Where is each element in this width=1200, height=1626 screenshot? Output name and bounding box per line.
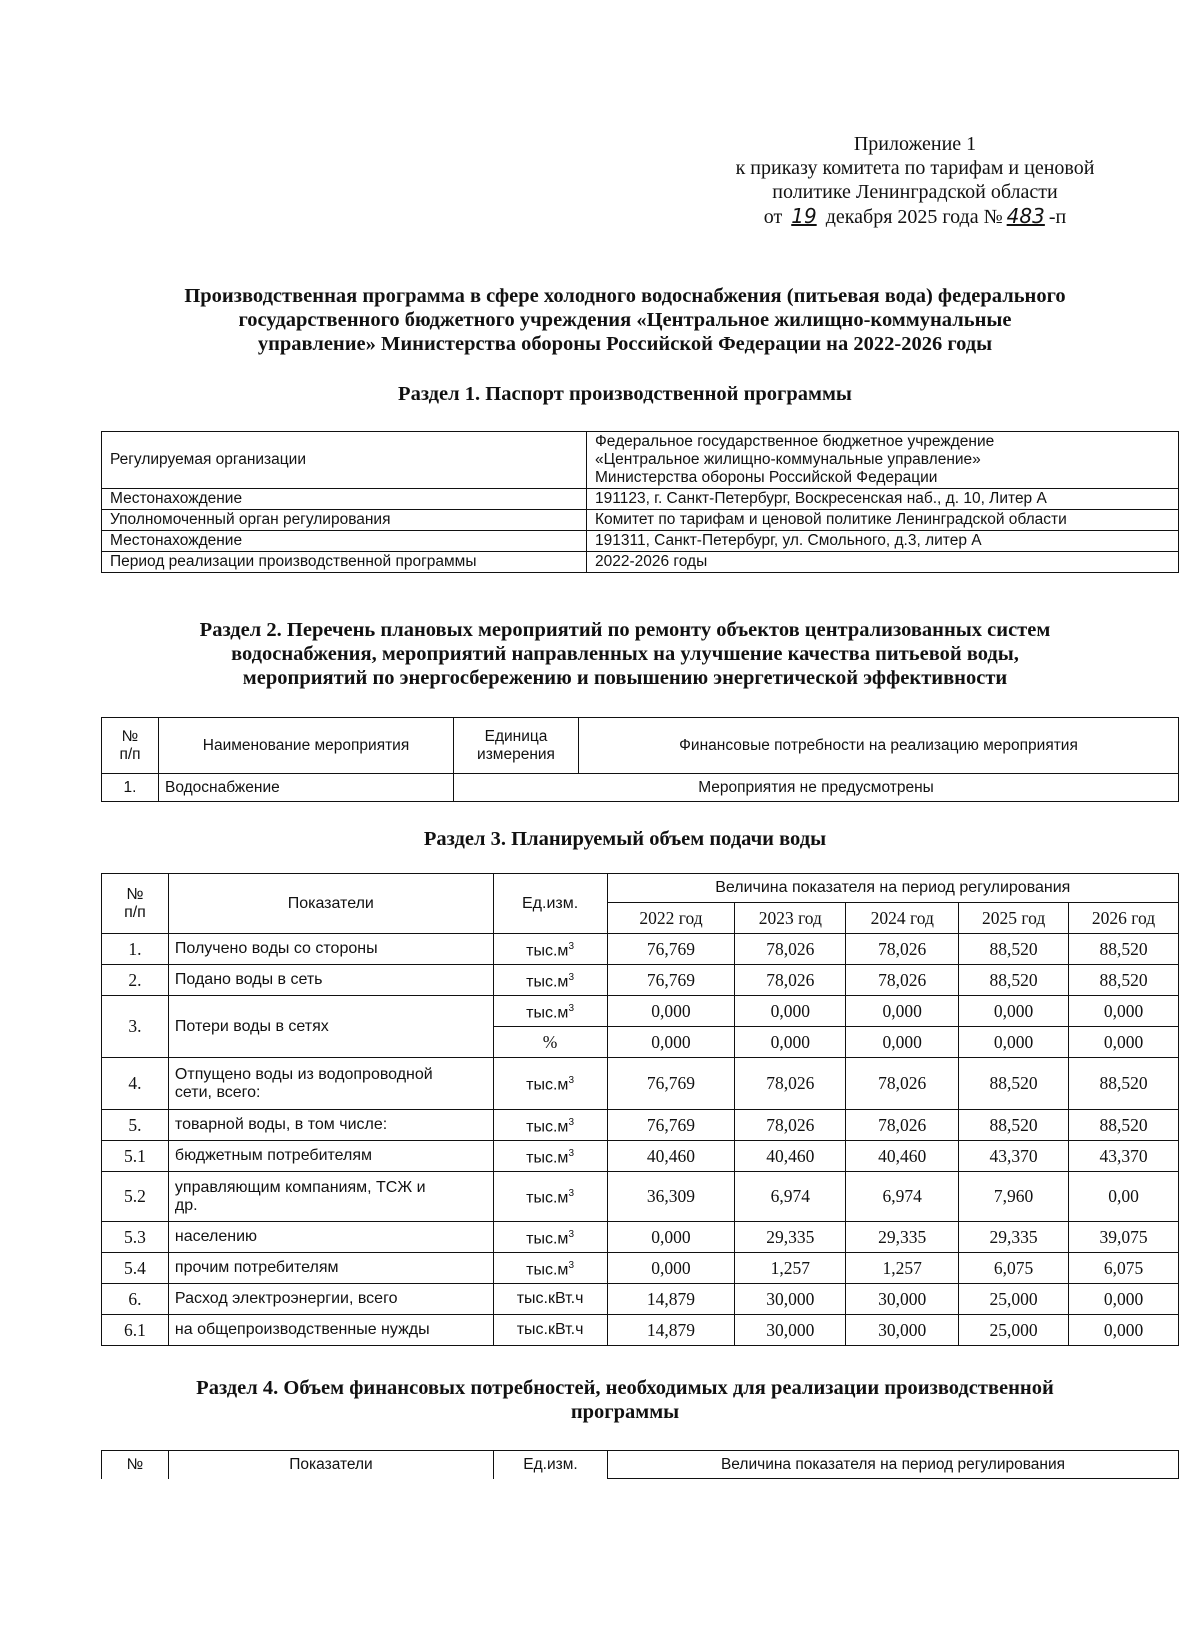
row-value: 78,026 — [846, 1110, 959, 1141]
table-row — [102, 432, 1179, 489]
value-line: Министерства обороны Российской Федерации — [595, 469, 938, 486]
table-row — [102, 934, 1179, 965]
row-value: 76,769 — [607, 1110, 735, 1141]
heading-line: мероприятий по энергосбережению и повышению энергетической эффективности — [242, 667, 1008, 689]
unit-sup: 3 — [568, 1259, 574, 1271]
row-num: 6. — [102, 1284, 169, 1315]
row-value: 6,974 — [846, 1172, 959, 1222]
row-value: 6,075 — [1069, 1253, 1179, 1284]
table-row — [102, 1284, 1179, 1315]
value-line: Федеральное государственное бюджетное учреждение — [595, 433, 995, 450]
row-value: 0,000 — [607, 1222, 735, 1253]
row-value: 6,974 — [735, 1172, 846, 1222]
row-name — [168, 1058, 493, 1110]
row-unit — [493, 1058, 607, 1110]
title-line2: государственного бюджетного учреждения «Центральное жилищно-коммунальные — [238, 309, 1012, 331]
name-line: управляющим компаниям, ТСЖ и — [174, 1178, 426, 1196]
unit-text: тыс.м — [526, 1076, 569, 1094]
name-line: др. — [174, 1196, 198, 1214]
table-row — [102, 510, 1179, 531]
name-line: сети, всего: — [174, 1083, 261, 1101]
row-num: 5.1 — [102, 1141, 169, 1172]
row-unit: тыс.кВт.ч — [493, 1315, 607, 1346]
row-label: Местонахождение — [102, 531, 587, 552]
activities-table — [101, 717, 1179, 802]
header-num — [102, 718, 159, 774]
row-value: 0,000 — [846, 996, 959, 1027]
table-row — [102, 774, 1179, 802]
row-value: 14,879 — [607, 1315, 735, 1346]
row-value: 88,520 — [1069, 1110, 1179, 1141]
unit-sup: 3 — [568, 971, 574, 983]
appendix-block — [680, 132, 1150, 229]
row-value: 0,000 — [735, 1027, 846, 1058]
header-period: Величина показателя на период регулирования — [607, 874, 1178, 903]
row-unit: тыс.кВт.ч — [493, 1284, 607, 1315]
section1-heading: Раздел 1. Паспорт производственной программы — [398, 383, 852, 405]
row-value: 0,000 — [607, 996, 735, 1027]
row-value: 88,520 — [959, 1058, 1069, 1110]
table-row — [102, 1222, 1179, 1253]
row-value: 88,520 — [959, 1110, 1069, 1141]
row-value: 25,000 — [959, 1315, 1069, 1346]
row-unit — [493, 934, 607, 965]
row-value: 43,370 — [959, 1141, 1069, 1172]
appendix-date-line — [680, 204, 1150, 229]
table-row — [102, 1172, 1179, 1222]
row-unit — [493, 1172, 607, 1222]
header-indicator: Показатели — [169, 1451, 494, 1479]
row-value: 0,000 — [1069, 1027, 1179, 1058]
row-label: Уполномоченный орган регулирования — [102, 510, 587, 531]
row-num: 1. — [102, 774, 159, 802]
row-num: 5.3 — [102, 1222, 169, 1253]
unit-text: тыс.м — [526, 942, 569, 960]
table-header-row — [102, 1451, 1179, 1479]
row-num: 2. — [102, 965, 169, 996]
row-value: 1,257 — [846, 1253, 959, 1284]
header-num-line1: № — [121, 727, 139, 745]
unit-text: тыс.м — [526, 1230, 569, 1248]
row-value: 0,000 — [1069, 996, 1179, 1027]
header-num-line2: п/п — [119, 745, 141, 763]
table-row — [102, 1141, 1179, 1172]
row-unit — [493, 965, 607, 996]
date-prefix: от — [763, 206, 783, 228]
name-line: Отпущено воды из водопроводной — [174, 1065, 433, 1083]
passport-table — [101, 431, 1179, 573]
header-unit-line1: Единица — [484, 727, 548, 745]
row-num: 4. — [102, 1058, 169, 1110]
unit-sup: 3 — [568, 1002, 574, 1014]
header-num-line1: № — [126, 885, 144, 903]
water-volume-table — [101, 873, 1179, 1346]
row-name: Расход электроэнергии, всего — [168, 1284, 493, 1315]
row-value: 2022-2026 годы — [587, 552, 1179, 573]
row-value: 1,257 — [735, 1253, 846, 1284]
row-value: 39,075 — [1069, 1222, 1179, 1253]
header-unit: Ед.изм. — [494, 1451, 608, 1479]
row-value: 78,026 — [735, 1110, 846, 1141]
row-value: 0,00 — [1069, 1172, 1179, 1222]
row-unit: % — [493, 1027, 607, 1058]
row-value: 0,000 — [1069, 1315, 1179, 1346]
row-value: 78,026 — [735, 1058, 846, 1110]
row-value: 36,309 — [607, 1172, 735, 1222]
header-name: Наименование мероприятия — [159, 718, 454, 774]
row-value: 191311, Санкт-Петербург, ул. Смольного, д.3, литер А — [587, 531, 1179, 552]
header-year: 2026 год — [1069, 903, 1179, 934]
row-unit — [493, 1253, 607, 1284]
row-num: 5.2 — [102, 1172, 169, 1222]
row-value: 88,520 — [959, 934, 1069, 965]
section2-heading — [100, 618, 1150, 690]
row-unit — [493, 996, 607, 1027]
table-row — [102, 996, 1179, 1027]
row-name: бюджетным потребителям — [168, 1141, 493, 1172]
row-value: 78,026 — [846, 934, 959, 965]
table-row — [102, 552, 1179, 573]
row-num: 6.1 — [102, 1315, 169, 1346]
row-label: Местонахождение — [102, 489, 587, 510]
row-name: товарной воды, в том числе: — [168, 1110, 493, 1141]
row-label: Регулируемая организации — [102, 432, 587, 489]
header-num: № — [102, 1451, 169, 1479]
table-row — [102, 1315, 1179, 1346]
header-unit: Ед.изм. — [493, 874, 607, 934]
row-label: Период реализации производственной программы — [102, 552, 587, 573]
row-value: 30,000 — [846, 1315, 959, 1346]
row-value: 6,075 — [959, 1253, 1069, 1284]
row-value: 7,960 — [959, 1172, 1069, 1222]
row-value: 76,769 — [607, 934, 735, 965]
row-unit — [493, 1141, 607, 1172]
table-row — [102, 1253, 1179, 1284]
row-value: 29,335 — [959, 1222, 1069, 1253]
row-value: 78,026 — [735, 934, 846, 965]
header-unit — [454, 718, 579, 774]
header-year: 2023 год — [735, 903, 846, 934]
row-value: 88,520 — [1069, 965, 1179, 996]
unit-sup: 3 — [568, 1116, 574, 1128]
handwritten-number: 483 — [1006, 204, 1045, 228]
row-value: 14,879 — [607, 1284, 735, 1315]
row-value: 30,000 — [735, 1284, 846, 1315]
row-note: Мероприятия не предусмотрены — [454, 774, 1179, 802]
header-year: 2025 год — [959, 903, 1069, 934]
row-num: 1. — [102, 934, 169, 965]
row-name: Подано воды в сеть — [168, 965, 493, 996]
unit-sup: 3 — [568, 1075, 574, 1087]
row-value: 78,026 — [735, 965, 846, 996]
number-suffix: -п — [1048, 206, 1067, 228]
row-value: 29,335 — [735, 1222, 846, 1253]
header-year: 2022 год — [607, 903, 735, 934]
row-value — [587, 432, 1179, 489]
unit-text: тыс.м — [526, 1189, 569, 1207]
row-num: 5.4 — [102, 1253, 169, 1284]
header-indicator: Показатели — [168, 874, 493, 934]
row-value: 0,000 — [846, 1027, 959, 1058]
row-name: прочим потребителям — [168, 1253, 493, 1284]
unit-text: тыс.м — [526, 1118, 569, 1136]
row-value: 30,000 — [846, 1284, 959, 1315]
row-num: 3. — [102, 996, 169, 1058]
row-value: 43,370 — [1069, 1141, 1179, 1172]
table-header-row — [102, 718, 1179, 774]
row-unit — [493, 1222, 607, 1253]
table-row — [102, 531, 1179, 552]
row-value: 40,460 — [846, 1141, 959, 1172]
unit-text: тыс.м — [526, 1004, 569, 1022]
row-name: на общепроизводственные нужды — [168, 1315, 493, 1346]
row-name: Потери воды в сетях — [168, 996, 493, 1058]
row-name: населению — [168, 1222, 493, 1253]
appendix-line2: к приказу комитета по тарифам и ценовой — [735, 157, 1095, 179]
row-value: 88,520 — [959, 965, 1069, 996]
appendix-line1: Приложение 1 — [853, 133, 977, 155]
table-row — [102, 965, 1179, 996]
row-value: 88,520 — [1069, 934, 1179, 965]
heading-line: Раздел 2. Перечень плановых мероприятий по ремонту объектов централизованных систем — [199, 619, 1051, 641]
row-value: 88,520 — [1069, 1058, 1179, 1110]
row-value: 78,026 — [846, 965, 959, 996]
row-value: Комитет по тарифам и ценовой политике Ленинградской области — [587, 510, 1179, 531]
row-value: 0,000 — [959, 1027, 1069, 1058]
row-name: Получено воды со стороны — [168, 934, 493, 965]
heading-line: Раздел 4. Объем финансовых потребностей, необходимых для реализации производственной — [196, 1377, 1054, 1399]
title-line1: Производственная программа в сфере холодного водоснабжения (питьевая вода) федерального — [184, 285, 1066, 307]
unit-sup: 3 — [568, 1147, 574, 1159]
value-line: «Центральное жилищно-коммунальные управление» — [595, 451, 981, 468]
title-line3: управление» Министерства обороны Российской Федерации на 2022-2026 годы — [257, 333, 993, 355]
row-value: 0,000 — [959, 996, 1069, 1027]
row-value: 25,000 — [959, 1284, 1069, 1315]
table-header-row — [102, 874, 1179, 903]
row-value: 40,460 — [607, 1141, 735, 1172]
unit-text: тыс.м — [526, 1261, 569, 1279]
row-value: 76,769 — [607, 965, 735, 996]
row-value: 0,000 — [735, 996, 846, 1027]
unit-sup: 3 — [568, 940, 574, 952]
header-year: 2024 год — [846, 903, 959, 934]
document-title — [100, 284, 1150, 356]
date-month-year: декабря 2025 года № — [825, 206, 1003, 228]
row-value: 0,000 — [607, 1027, 735, 1058]
header-unit-line2: измерения — [477, 745, 555, 763]
unit-sup: 3 — [568, 1188, 574, 1200]
handwritten-day: 19 — [791, 204, 817, 228]
row-value: 40,460 — [735, 1141, 846, 1172]
section4-heading — [100, 1376, 1150, 1424]
table-row — [102, 1058, 1179, 1110]
row-value: 0,000 — [1069, 1284, 1179, 1315]
header-num-line2: п/п — [124, 903, 146, 921]
row-value: 191123, г. Санкт-Петербург, Воскресенская наб., д. 10, Литер А — [587, 489, 1179, 510]
row-value: 76,769 — [607, 1058, 735, 1110]
row-value: 30,000 — [735, 1315, 846, 1346]
section3-heading: Раздел 3. Планируемый объем подачи воды — [423, 828, 827, 850]
heading-line: водоснабжения, мероприятий направленных на улучшение качества питьевой воды, — [231, 643, 1019, 665]
unit-sup: 3 — [568, 1228, 574, 1240]
row-num: 5. — [102, 1110, 169, 1141]
appendix-line3: политике Ленинградской области — [772, 181, 1058, 203]
row-value: 29,335 — [846, 1222, 959, 1253]
row-name — [168, 1172, 493, 1222]
header-num — [102, 874, 169, 934]
row-value: 0,000 — [607, 1253, 735, 1284]
row-unit — [493, 1110, 607, 1141]
header-finance: Финансовые потребности на реализацию мероприятия — [579, 718, 1179, 774]
heading-line: программы — [570, 1401, 680, 1423]
table-row — [102, 1110, 1179, 1141]
row-value: 78,026 — [846, 1058, 959, 1110]
row-name: Водоснабжение — [159, 774, 454, 802]
unit-text: тыс.м — [526, 1149, 569, 1167]
finance-table — [101, 1450, 1179, 1479]
unit-text: тыс.м — [526, 973, 569, 991]
table-row — [102, 489, 1179, 510]
header-period: Величина показателя на период регулирования — [608, 1451, 1179, 1479]
